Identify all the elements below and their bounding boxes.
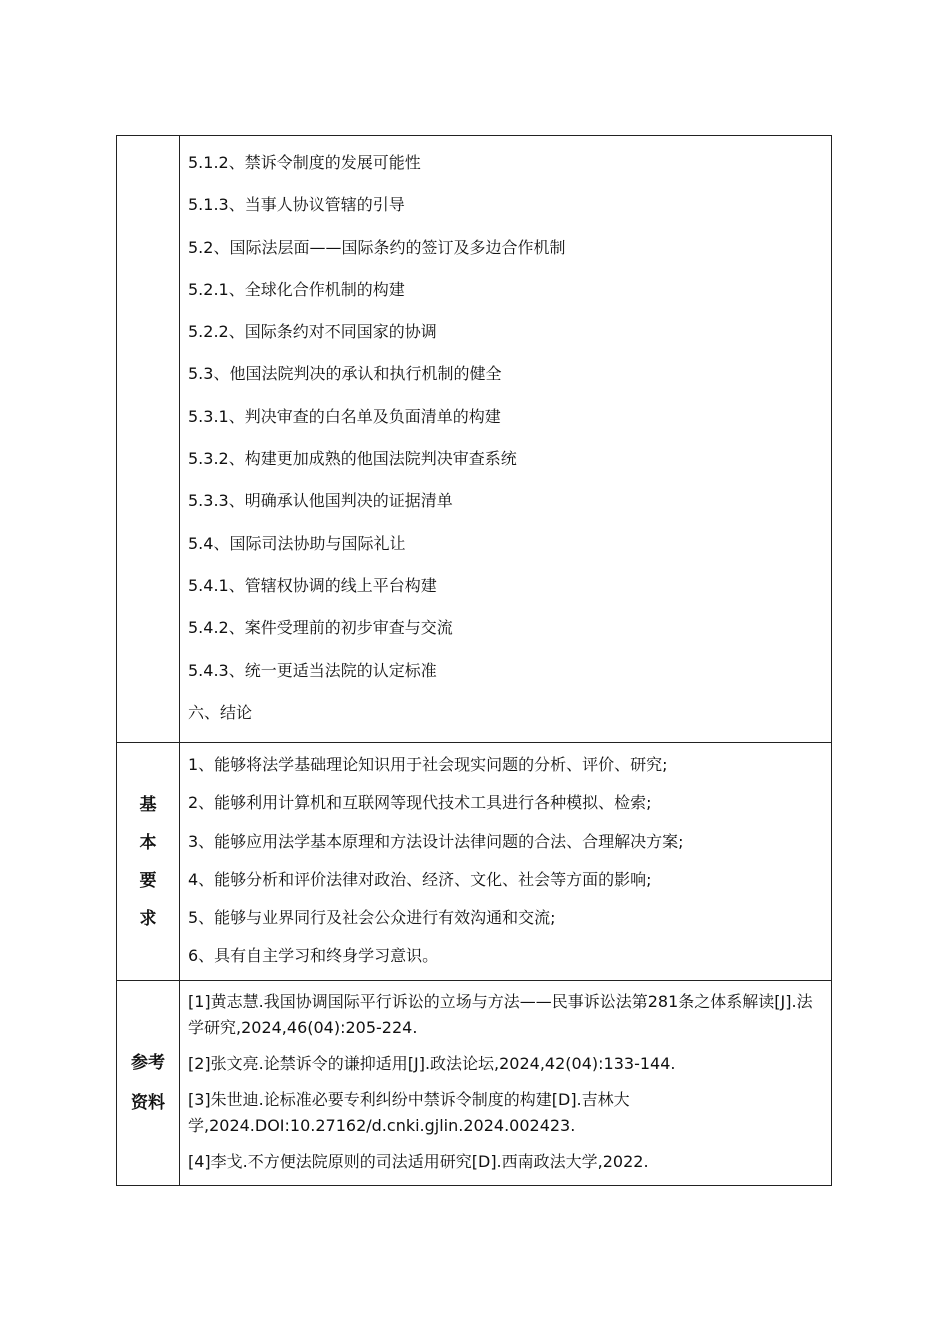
outline-item: 5.4.1、管辖权协调的线上平台构建 xyxy=(188,575,437,595)
reference-item: [2]张文亮.论禁诉令的谦抑适用[J].政法论坛,2024,42(04):133-144. xyxy=(188,1054,676,1074)
outline-row xyxy=(117,136,832,743)
requirement-item: 5、能够与业界同行及社会公众进行有效沟通和交流; xyxy=(188,907,556,927)
requirements-label-char: 基 xyxy=(139,794,157,815)
reference-item: [3]朱世迪.论标准必要专利纠纷中禁诉令制度的构建[D].吉林大学,2024.DOI:10.27162/d.cnki.gjlin.2024.002423. xyxy=(188,1090,630,1136)
references-list xyxy=(188,981,823,1185)
requirements-label xyxy=(117,743,180,981)
requirements-list xyxy=(188,743,823,980)
requirement-item: 2、能够利用计算机和互联网等现代技术工具进行各种模拟、检索; xyxy=(188,793,652,813)
references-row xyxy=(117,981,832,1186)
outline-item: 5.2.1、全球化合作机制的构建 xyxy=(188,279,405,299)
reference-item: [1]黄志慧.我国协调国际平行诉讼的立场与方法——民事诉讼法第281条之体系解读[J].法学研究,2024,46(04):205-224. xyxy=(188,992,813,1038)
outline-item: 5.4、国际司法协助与国际礼让 xyxy=(188,533,406,553)
requirement-item: 4、能够分析和评价法律对政治、经济、文化、社会等方面的影响; xyxy=(188,869,652,889)
requirements-content-cell xyxy=(180,743,832,981)
outline-item: 5.3.3、明确承认他国判决的证据清单 xyxy=(188,491,453,511)
requirement-item: 3、能够应用法学基本原理和方法设计法律问题的合法、合理解决方案; xyxy=(188,831,684,851)
outline-item: 六、结论 xyxy=(188,702,253,722)
requirements-label-char: 要 xyxy=(139,870,157,891)
references-label xyxy=(117,981,180,1186)
references-content-cell xyxy=(180,981,832,1186)
document-table xyxy=(116,135,832,1186)
references-label-line: 资料 xyxy=(131,1093,165,1114)
requirement-item: 6、具有自主学习和终身学习意识。 xyxy=(188,946,439,966)
outline-item: 5.2、国际法层面——国际条约的签订及多边合作机制 xyxy=(188,237,566,257)
outline-item: 5.4.3、统一更适当法院的认定标准 xyxy=(188,660,437,680)
outline-content-cell xyxy=(180,136,832,743)
outline-item: 5.3、他国法院判决的承认和执行机制的健全 xyxy=(188,364,502,384)
requirements-label-char: 求 xyxy=(139,908,157,929)
outline-item: 5.1.2、禁诉令制度的发展可能性 xyxy=(188,153,421,172)
requirements-label-char: 本 xyxy=(139,832,157,853)
outline-list xyxy=(188,136,823,742)
outline-item: 5.4.2、案件受理前的初步审查与交流 xyxy=(188,618,453,638)
reference-item: [4]李戈.不方便法院原则的司法适用研究[D].西南政法大学,2022. xyxy=(188,1152,649,1172)
requirement-item: 1、能够将法学基础理论知识用于社会现实问题的分析、评价、研究; xyxy=(188,755,668,775)
outline-item: 5.1.3、当事人协议管辖的引导 xyxy=(188,195,405,215)
requirements-row xyxy=(117,743,832,981)
outline-item: 5.3.2、构建更加成熟的他国法院判决审查系统 xyxy=(188,449,517,469)
references-label-line: 参考 xyxy=(131,1053,165,1074)
outline-item: 5.2.2、国际条约对不同国家的协调 xyxy=(188,322,437,342)
outline-item: 5.3.1、判决审查的白名单及负面清单的构建 xyxy=(188,406,501,426)
outline-label-cell xyxy=(117,136,180,743)
